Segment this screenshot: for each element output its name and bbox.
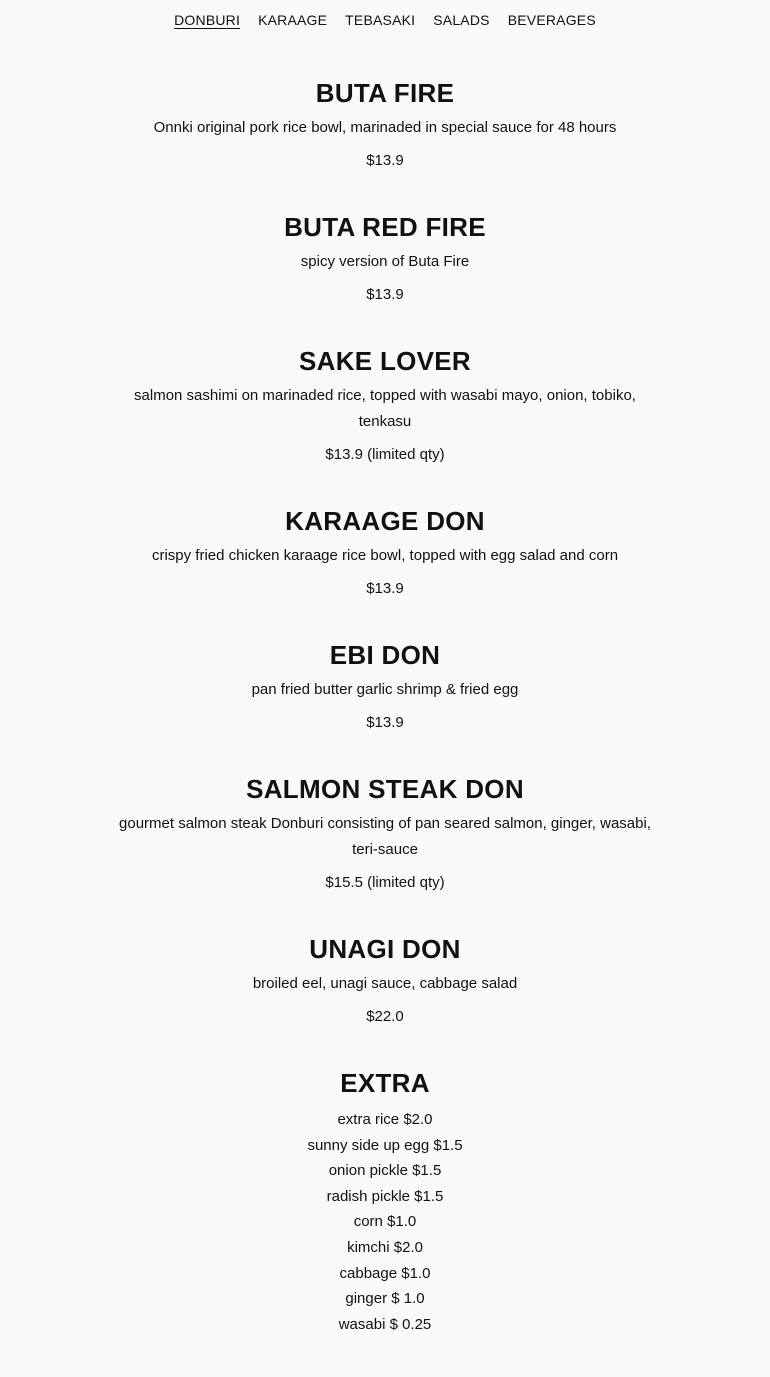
extra-item: ginger $ 1.0 <box>345 1290 425 1308</box>
item-name: KARAAGE DON <box>285 506 485 536</box>
nav-tebasaki-link[interactable]: TEBASAKI <box>345 12 416 28</box>
item-price: $13.9 <box>366 580 404 597</box>
menu-item-ebi-don <box>0 639 770 733</box>
item-description: broiled eel, unagi sauce, cabbage salad <box>252 975 518 992</box>
menu-item-sake-lover <box>0 345 770 465</box>
menu-item-karaage-don <box>0 505 770 599</box>
item-name: SALMON STEAK DON <box>246 774 524 804</box>
item-description: salmon sashimi on marinaded rice, topped with wasabi mayo, onion, tobiko, tenkasu <box>134 387 636 430</box>
extra-item: extra rice $2.0 <box>337 1111 433 1128</box>
category-nav <box>0 0 770 32</box>
item-description: gourmet salmon steak Donburi consisting of pan seared salmon, ginger, wasabi, teri-sauce <box>119 815 651 858</box>
item-description: crispy fried chicken karaage rice bowl, topped with egg salad and corn <box>151 547 619 564</box>
item-price: $22.0 <box>366 1008 404 1025</box>
item-description: spicy version of Buta Fire <box>300 253 470 270</box>
item-name: UNAGI DON <box>309 934 461 964</box>
menu-item-buta-fire <box>0 77 770 171</box>
item-price: $13.9 <box>366 152 404 169</box>
item-price: $13.9 <box>366 714 404 731</box>
item-name: BUTA RED FIRE <box>284 212 486 242</box>
item-description: pan fried butter garlic shrimp & fried egg <box>251 681 519 698</box>
menu-extra-section <box>0 1067 770 1337</box>
menu-item-unagi-don <box>0 933 770 1027</box>
item-name: EBI DON <box>329 640 441 670</box>
extra-item: onion pickle $1.5 <box>328 1162 442 1180</box>
item-price: $15.5 (limited qty) <box>325 874 445 891</box>
item-price: $13.9 (limited qty) <box>325 446 445 463</box>
item-description: Onnki original pork rice bowl, marinaded in special sauce for 48 hours <box>153 119 617 136</box>
item-name: SAKE LOVER <box>298 346 472 376</box>
extra-item: kimchi $2.0 <box>347 1238 423 1256</box>
item-price: $13.9 <box>366 286 404 303</box>
item-name: BUTA FIRE <box>315 78 455 108</box>
extra-list <box>0 1107 770 1337</box>
menu-item-salmon-steak-don <box>0 773 770 893</box>
extra-item: cabbage $1.0 <box>339 1264 431 1282</box>
extra-title: EXTRA <box>340 1068 430 1098</box>
extra-item: corn $1.0 <box>353 1213 417 1231</box>
extra-item: radish pickle $1.5 <box>326 1187 444 1205</box>
nav-donburi-link[interactable]: DONBURI <box>174 12 241 28</box>
donburi-menu <box>0 77 770 1337</box>
extra-item: sunny side up egg $1.5 <box>307 1136 463 1154</box>
nav-salads-link[interactable]: SALADS <box>433 12 490 28</box>
menu-item-buta-red-fire <box>0 211 770 305</box>
nav-beverages-link[interactable]: BEVERAGES <box>507 12 596 28</box>
nav-karaage-link[interactable]: KARAAGE <box>258 12 328 28</box>
extra-item: wasabi $ 0.25 <box>338 1315 432 1333</box>
